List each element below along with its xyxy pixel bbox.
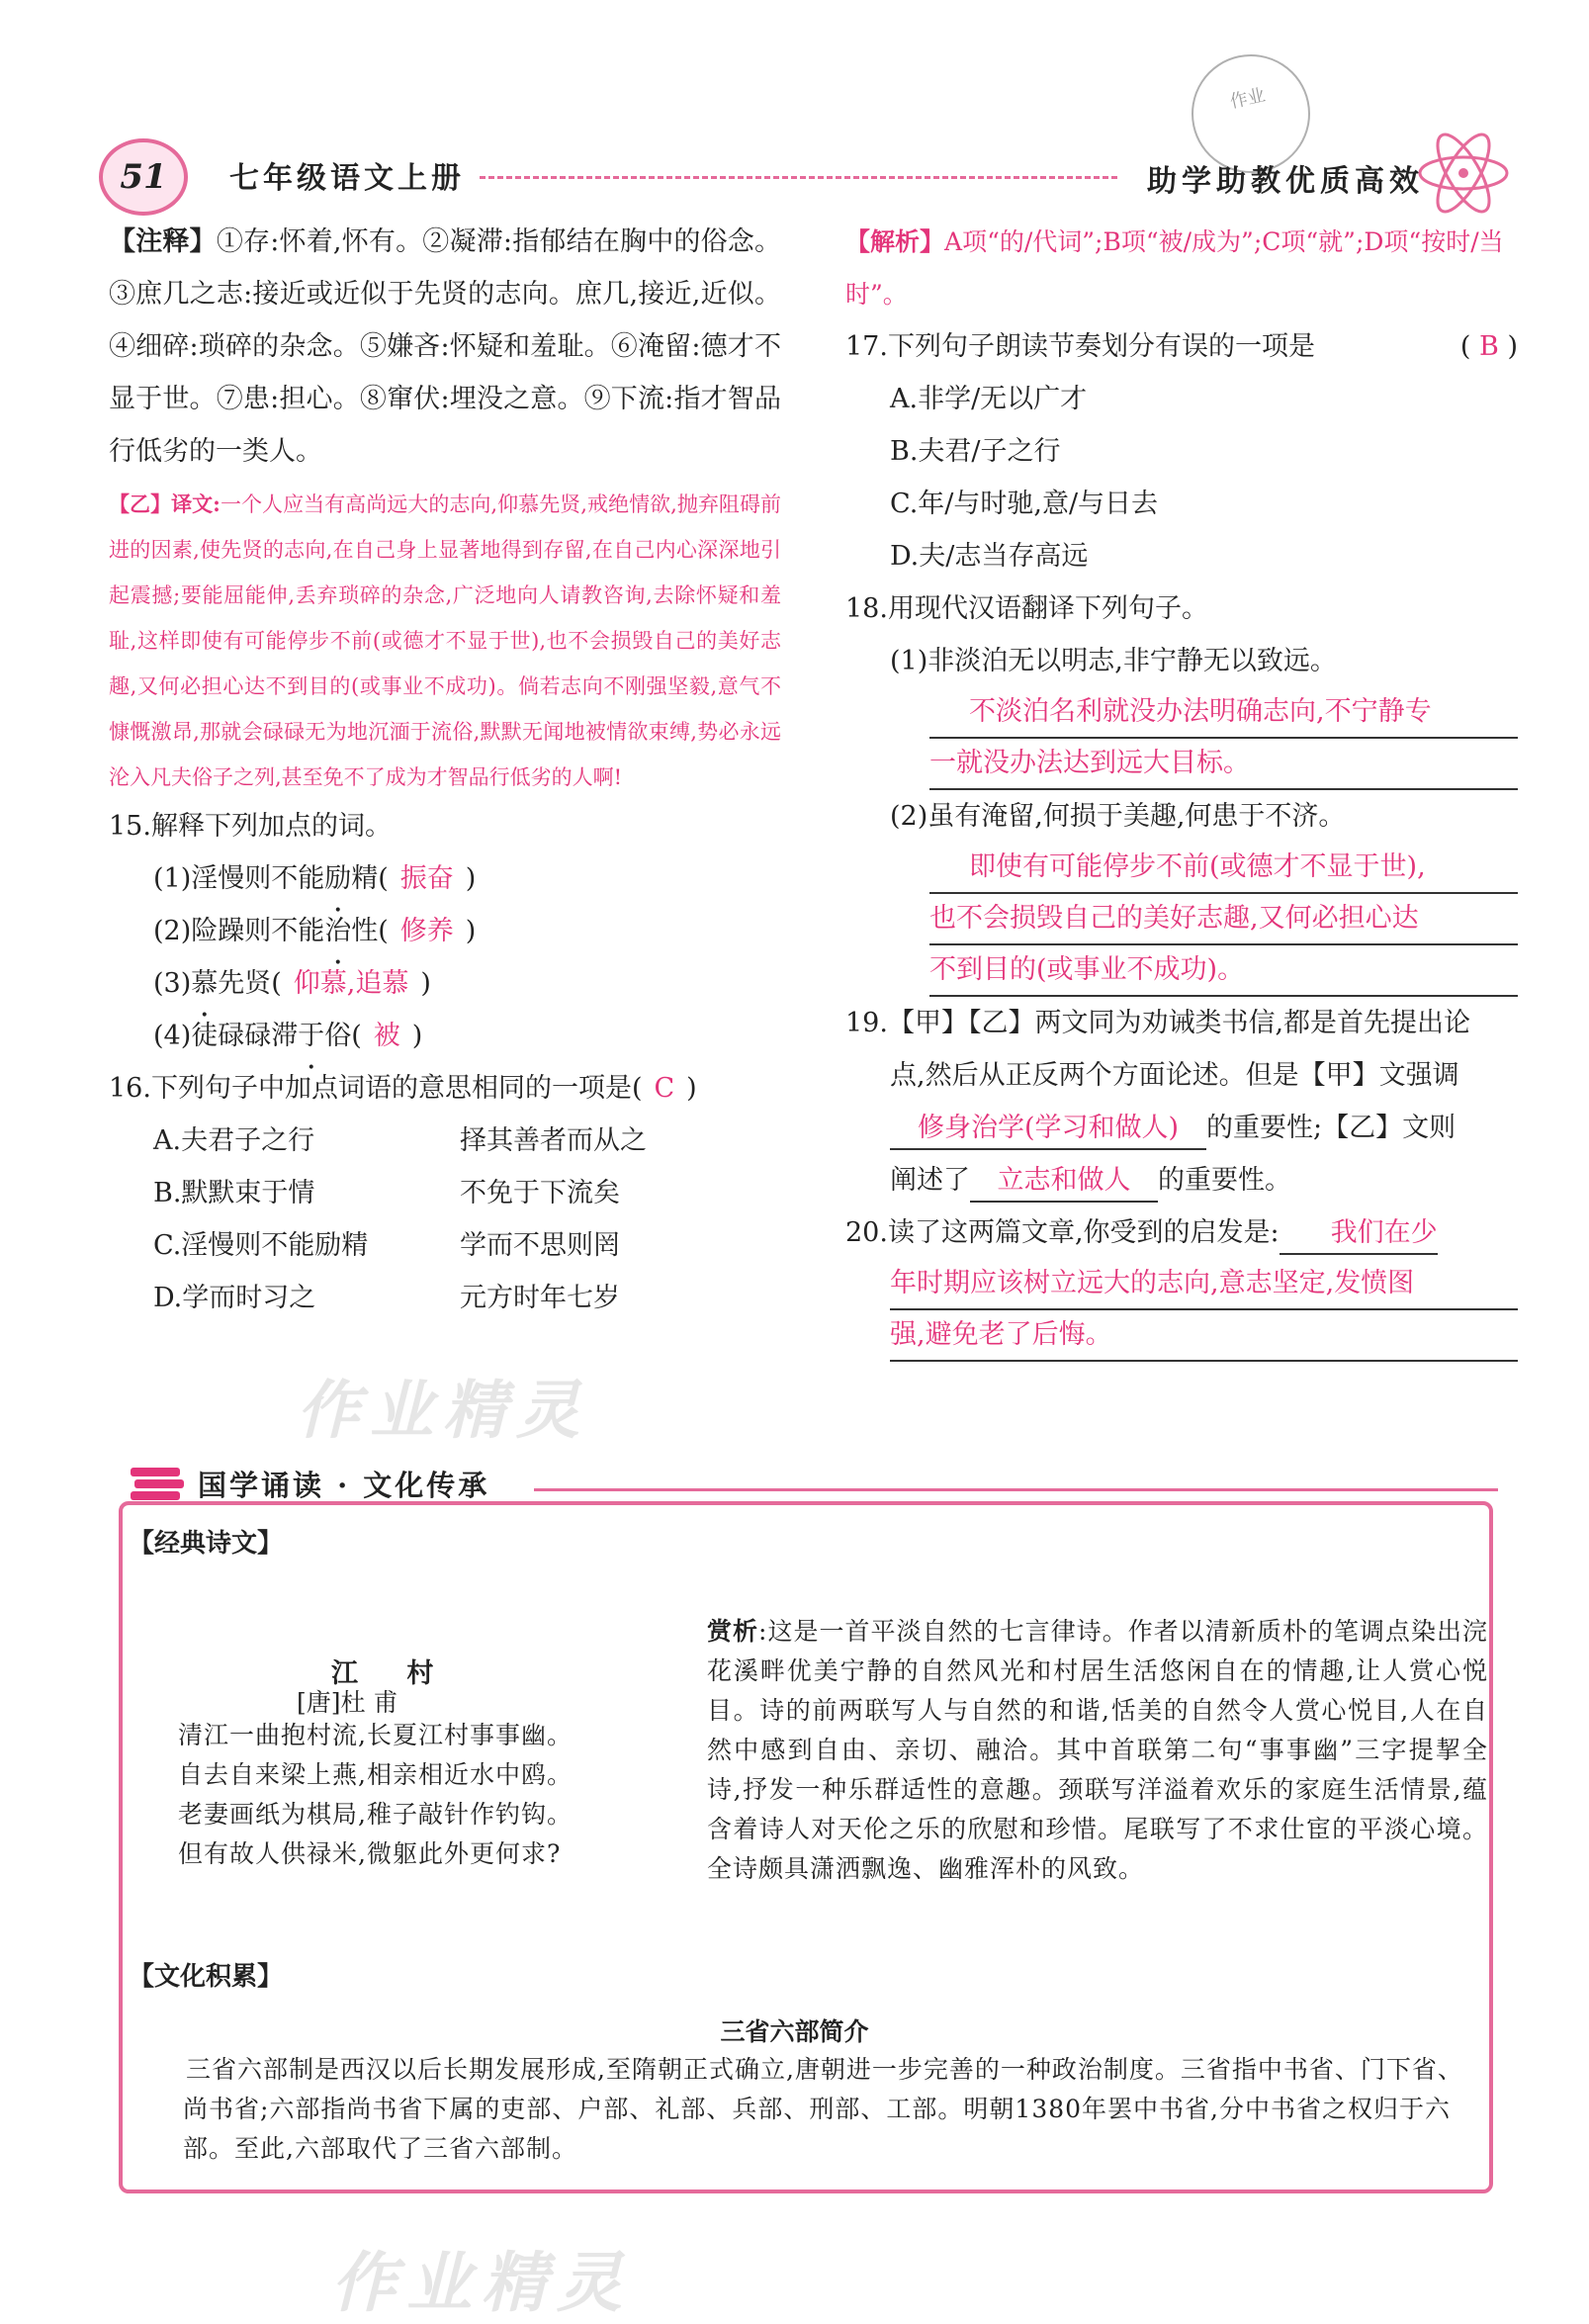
question-17-option-a: A.非学/无以广才 xyxy=(890,384,1088,414)
poem-title: 江 村 xyxy=(331,1658,454,1689)
classic-poem-label: 【经典诗文】 xyxy=(129,1529,284,1559)
poem-author: [唐]杜 甫 xyxy=(297,1688,398,1717)
question-15-item-3: (3)慕先贤( 仰慕,追慕 ) xyxy=(153,968,431,999)
answer-15-3: 仰慕,追慕 xyxy=(293,968,409,999)
analysis-label: 【解析】 xyxy=(845,227,945,256)
question-19-line-4: 阐述了 立志和做人 的重要性。 xyxy=(845,1154,1518,1207)
watermark: 作业精灵 xyxy=(331,2244,632,2321)
answer-20-start: 我们在少 xyxy=(1280,1213,1438,1255)
culture-accumulation-text: 三省六部制是西汉以后长期发展形成,至隋朝正式确立,唐朝进一步完善的一种政治制度。三省指中书省、门下省、尚书省;六部指尚书省下属的吏部、户部、礼部、兵部、刑部、工部。明朝1380年罢中书省,分中书省之权归于六部。至此,六部取代了三省六部制。 xyxy=(183,2055,1463,2163)
slogan: 助学助教优质高效 xyxy=(1147,164,1424,199)
poem-line: 自去自来梁上燕,相亲相近水中鸥。 xyxy=(178,1760,573,1789)
analysis-text: A项“的/代词”;B项“被/成为”;C项“就”;D项“按时/当时”。 xyxy=(845,227,1504,309)
header-divider xyxy=(480,176,1117,179)
appreciation-text: :这是一首平淡自然的七言律诗。作者以清新质朴的笔调点染出浣花溪畔优美宁静的自然风光和村居生活悠闲自在的情趣,让人赏心悦目。诗的前两联写人与自然的和谐,恬美的自然令人赏心悦目,人在自然中感到自由、亲切、融洽。其中首联第二句“事事幽”三字提挈全诗,抒发一种乐群适性的意趣。颈联写洋溢着欢乐的家庭生活情景,蕴含着诗人对天伦之乐的欣慰和珍惜。尾联写了不求仕宦的平淡心境。全诗颇具潇洒飘逸、幽雅浑朴的风致。 xyxy=(707,1617,1488,1883)
poem-line: 但有故人供禄米,微躯此外更何求? xyxy=(178,1839,562,1868)
answer-15-1: 振奋 xyxy=(399,863,454,894)
answer-18-1-line-1: 不淡泊名利就没办法明确志向,不宁静专 xyxy=(929,687,1518,739)
page-number: 51 xyxy=(99,138,188,216)
answer-19-1: 修身治学(学习和做人) xyxy=(890,1109,1206,1150)
poem-line: 老妻画纸为棋局,稚子敲针作钓钩。 xyxy=(178,1800,573,1829)
book-stack-icon xyxy=(129,1466,188,1501)
question-16-option-b: B.默默束于情 不免于下流矣 xyxy=(153,1178,620,1208)
question-18-sentence-2: (2)虽有淹留,何损于美趣,何患于不济。 xyxy=(890,801,1346,832)
question-20-stem: 20.读了这两篇文章,你受到的启发是: 我们在少 xyxy=(845,1207,1518,1259)
appreciation-label: 赏析 xyxy=(707,1617,759,1646)
question-15-stem: 15.解释下列加点的词。 xyxy=(109,811,392,842)
culture-title-rule xyxy=(534,1488,1498,1491)
annotation-block xyxy=(109,216,781,478)
poem-line: 清江一曲抱村流,长夏江村事事幽。 xyxy=(178,1721,573,1749)
answer-18-2-line-1: 即使有可能停步不前(或德才不显于世), xyxy=(929,843,1518,894)
question-16-option-d: D.学而时习之 元方时年七岁 xyxy=(153,1283,620,1313)
question-16-option-c: C.淫慢则不能励精 学而不思则罔 xyxy=(153,1230,620,1261)
answer-15-2: 修养 xyxy=(399,916,454,946)
answer-18-1-line-2: 一就没办法达到远大目标。 xyxy=(929,739,1518,790)
question-17-option-b: B.夫君/子之行 xyxy=(890,436,1061,467)
book-title: 七年级语文上册 xyxy=(229,161,465,196)
question-16-option-a: A.夫君子之行 择其善者而从之 xyxy=(153,1125,647,1156)
question-17-stem: 17.下列句子朗读节奏划分有误的一项是 ( B ) xyxy=(845,331,1518,362)
question-16-stem: 16.下列句子中加点词语的意思相同的一项是( C ) xyxy=(109,1073,697,1104)
question-19-line-1: 19.【甲】【乙】两文同为劝诫类书信,都是首先提出论 xyxy=(845,1008,1471,1038)
answer-15-4: 被 xyxy=(373,1021,400,1051)
question-17-option-d: D.夫/志当存高远 xyxy=(890,541,1089,572)
culture-accumulation-label: 【文化积累】 xyxy=(129,1962,284,1992)
annotation-label: 【注释】 xyxy=(109,226,217,257)
left-column xyxy=(109,216,781,1324)
culture-accumulation-title: 三省六部简介 xyxy=(720,2017,869,2046)
translation-label: 【乙】译文: xyxy=(109,492,221,516)
answer-16: C xyxy=(654,1073,675,1104)
appreciation xyxy=(707,1612,1488,1889)
right-column xyxy=(845,216,1518,1362)
translation-block xyxy=(109,482,781,800)
watermark: 作业精灵 xyxy=(297,1374,589,1448)
question-15-item-2: (2)险躁则不能治性( 修养 ) xyxy=(153,916,477,946)
question-15-item-4: (4)徒碌碌滞于俗( 被 ) xyxy=(153,1021,423,1051)
stamp-seal: 作业 xyxy=(1181,44,1321,184)
answer-17: B xyxy=(1479,331,1499,362)
question-15-item-1: (1)淫慢则不能励精( 振奋 ) xyxy=(153,863,477,894)
question-19-line-3: 修身治学(学习和做人) 的重要性;【乙】文则 xyxy=(845,1102,1518,1154)
question-19-line-2: 点,然后从正反两个方面论述。但是【甲】文强调 xyxy=(890,1060,1459,1091)
poem-body xyxy=(178,1716,573,1874)
question-18-stem: 18.用现代汉语翻译下列句子。 xyxy=(845,593,1208,624)
answer-18-2-line-2: 也不会损毁自己的美好志趣,又何必担心达 xyxy=(929,894,1518,945)
analysis-block xyxy=(845,216,1518,320)
atom-logo-icon xyxy=(1414,124,1513,223)
answer-20-line-1: 年时期应该树立远大的志向,意志坚定,发愤图 xyxy=(890,1259,1518,1310)
answer-19-2: 立志和做人 xyxy=(970,1161,1158,1203)
annotation-text: ①存:怀着,怀有。②凝滞:指郁结在胸中的俗念。③庶几之志:接近或近似于先贤的志向。庶几,接近,近似。④细碎:琐碎的杂念。⑤嫌吝:怀疑和羞耻。⑥淹留:德才不显于世。⑦患:担心。⑧窜伏:埋没之意。⑨下流:指才智品行低劣的一类人。 xyxy=(109,226,782,467)
question-17-option-c: C.年/与时驰,意/与日去 xyxy=(890,489,1159,519)
translation-text: 一个人应当有高尚远大的志向,仰慕先贤,戒绝情欲,抛弃阻碍前进的因素,使先贤的志向,在自己身上显著地得到存留,在自己内心深深地引起震撼;要能屈能伸,丢弃琐碎的杂念,广泛地向人请教咨询,去除怀疑和羞耻,这样即使有可能停步不前(或德才不显于世),也不会损毁自己的美好志趣,又何必担心达不到目的(或事业不成功)。倘若志向不刚强坚毅,意气不慷慨激昂,那就会碌碌无为地沉湎于流俗,默默无闻地被情欲束缚,势必永远沦入凡夫俗子之列,甚至免不了成为才智品行低劣的人啊! xyxy=(109,492,781,789)
answer-18-2-line-3: 不到目的(或事业不成功)。 xyxy=(929,945,1518,997)
answer-20-line-2: 强,避免老了后悔。 xyxy=(890,1310,1518,1362)
question-18-sentence-1: (1)非淡泊无以明志,非宁静无以致远。 xyxy=(890,646,1337,676)
culture-section-title: 国学诵读 · 文化传承 xyxy=(198,1469,490,1502)
